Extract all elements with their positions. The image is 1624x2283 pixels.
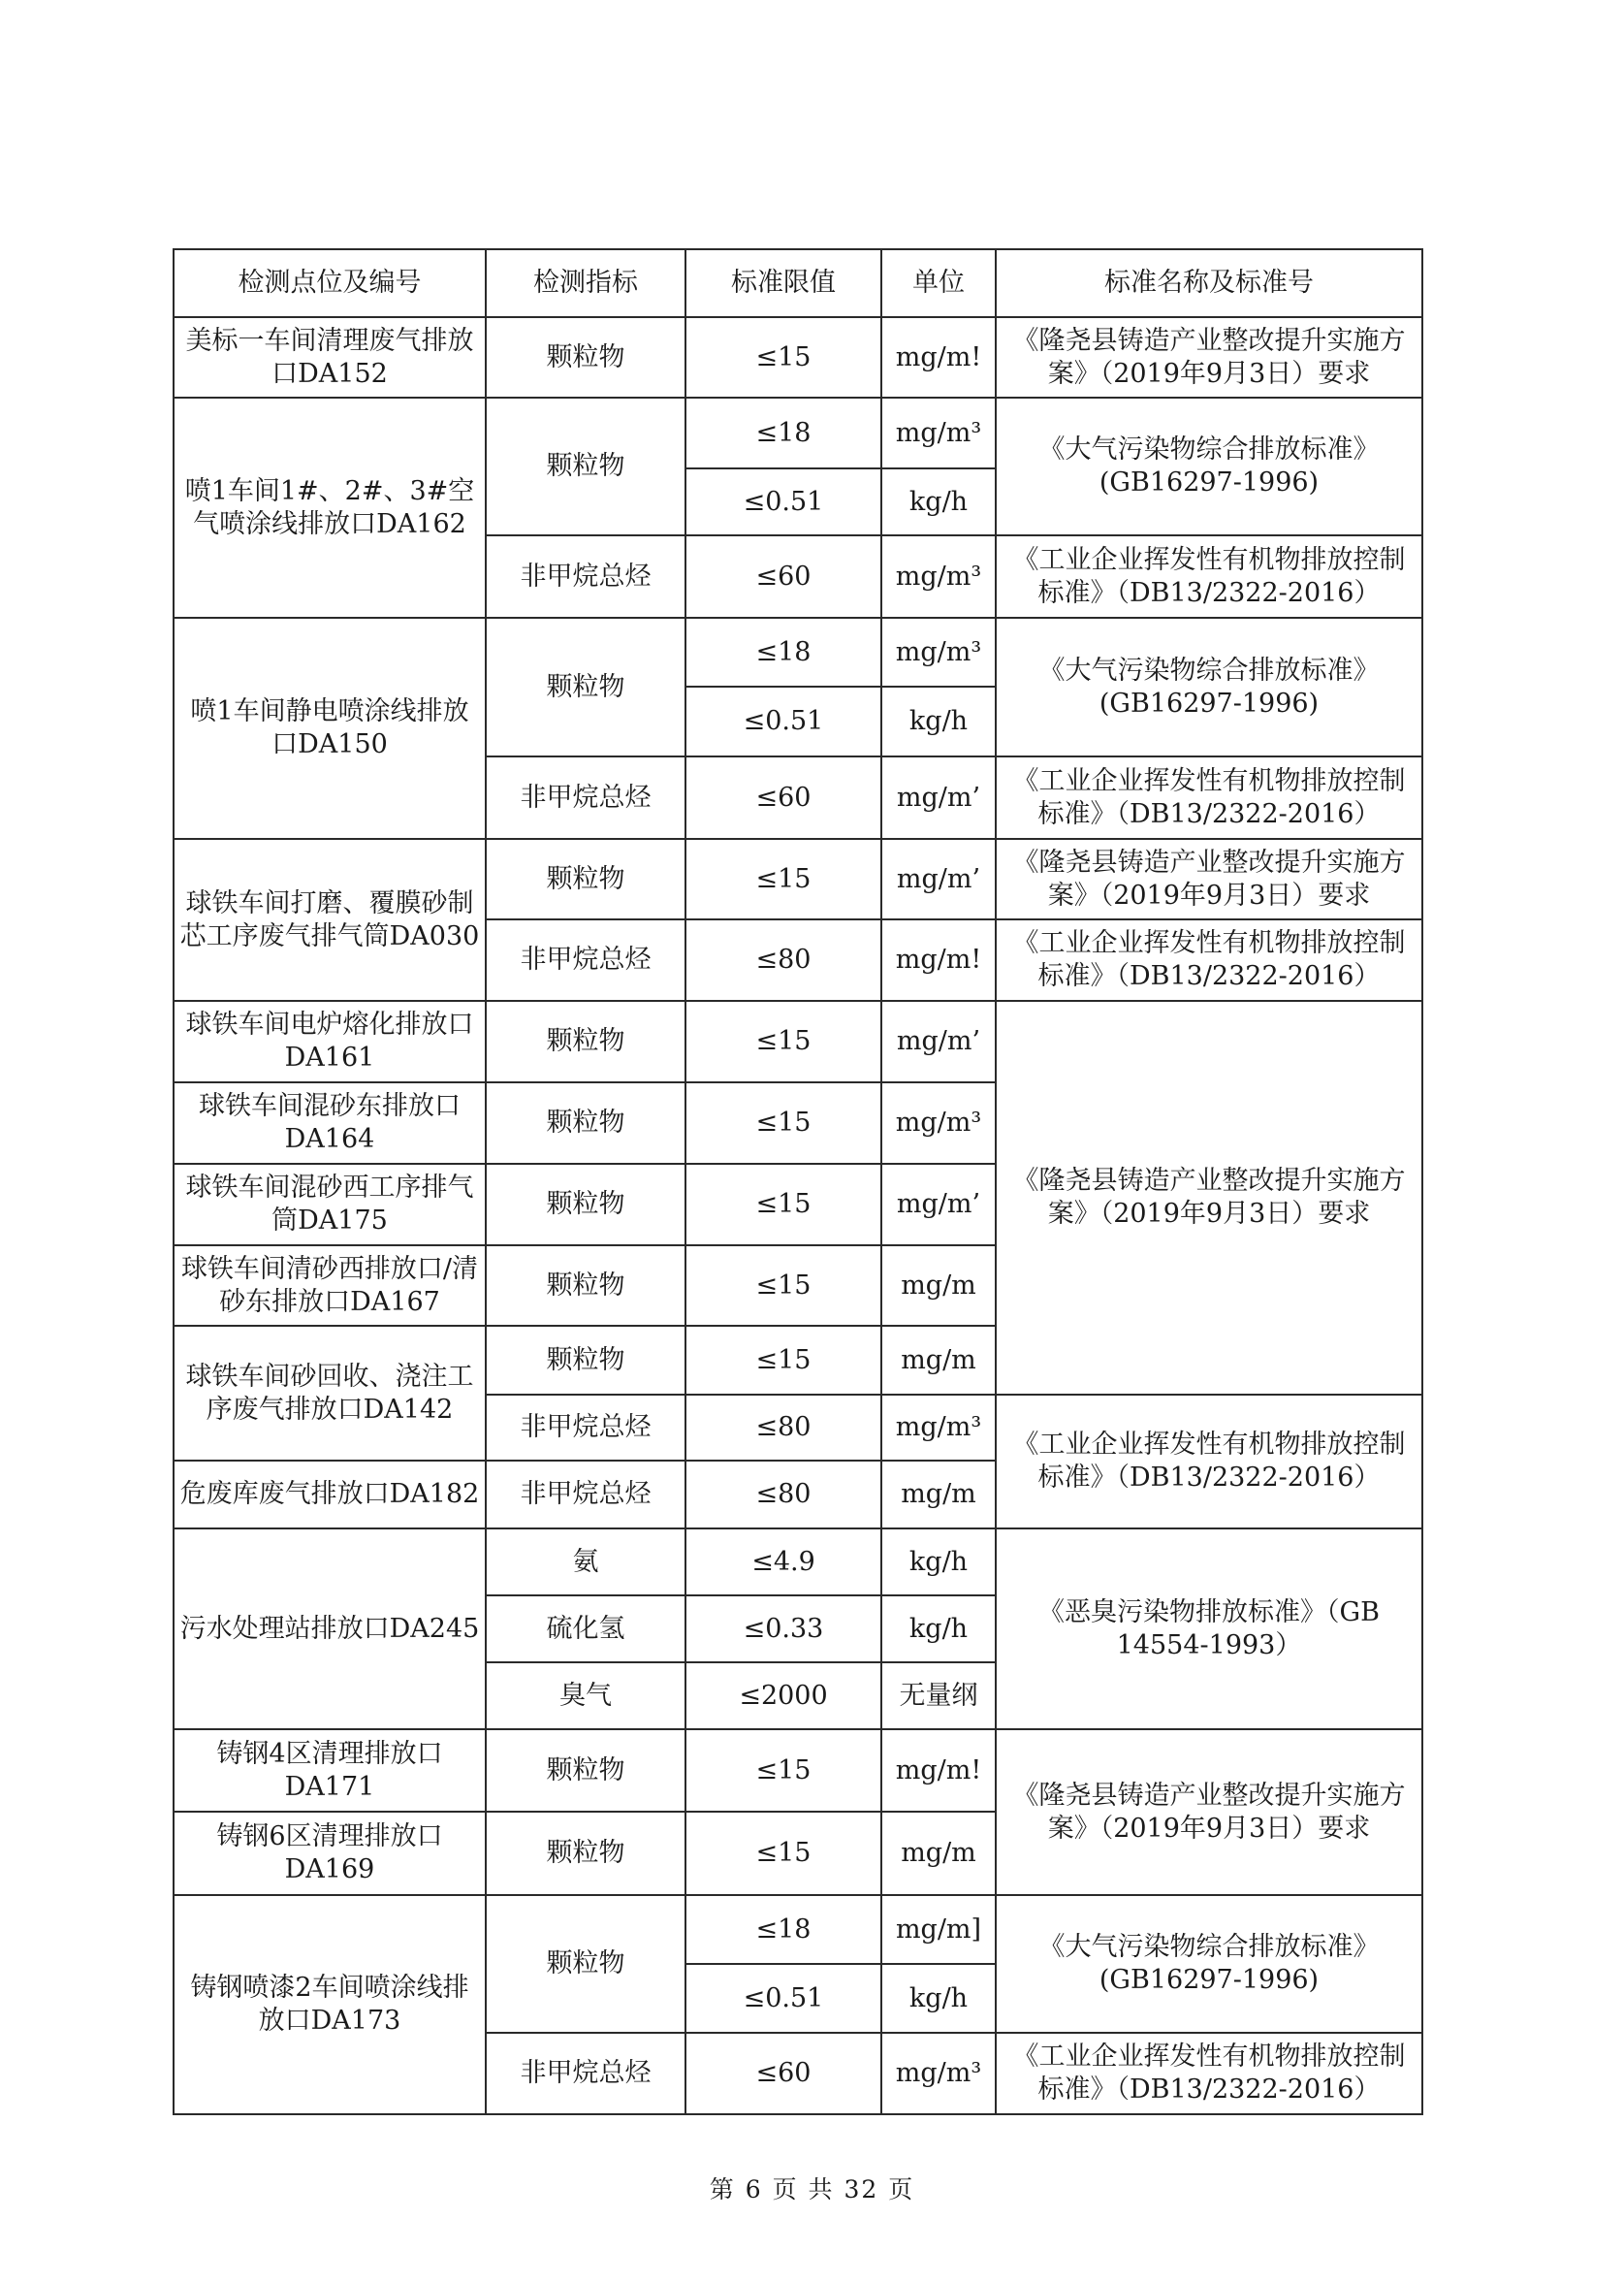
- table-cell: kg/h: [881, 1964, 996, 2033]
- table-cell: kg/h: [881, 468, 996, 535]
- table-cell: kg/h: [881, 1595, 996, 1662]
- table-cell: ≤80: [685, 1461, 881, 1528]
- table-cell: ≤15: [685, 839, 881, 919]
- table-cell: mg/m!: [881, 919, 996, 1001]
- table-cell: mg/m!: [881, 1729, 996, 1812]
- table-cell: mg/m³: [881, 535, 996, 618]
- table-cell: 球铁车间电炉熔化排放口DA161: [174, 1001, 486, 1082]
- table-cell: 《工业企业挥发性有机物排放控制标准》（DB13/2322-2016）: [996, 2033, 1422, 2114]
- table-cell: 球铁车间混砂西工序排气筒DA175: [174, 1164, 486, 1245]
- table-cell: 铸钢6区清理排放口DA169: [174, 1812, 486, 1895]
- table-cell: ≤0.51: [685, 1964, 881, 2033]
- table-cell: 铸钢4区清理排放口DA171: [174, 1729, 486, 1812]
- table-cell: ≤15: [685, 1245, 881, 1326]
- table-cell: 非甲烷总烃: [486, 756, 685, 839]
- table-cell: 颗粒物: [486, 1812, 685, 1895]
- table-cell: 《工业企业挥发性有机物排放控制标准》（DB13/2322-2016）: [996, 756, 1422, 839]
- table-cell: 《工业企业挥发性有机物排放控制标准》（DB13/2322-2016）: [996, 535, 1422, 618]
- table-cell: kg/h: [881, 687, 996, 756]
- table-cell: 危废库废气排放口DA182: [174, 1461, 486, 1528]
- table-cell: ≤80: [685, 919, 881, 1001]
- table-cell: 颗粒物: [486, 618, 685, 756]
- table-cell: 《大气污染物综合排放标准》(GB16297-1996): [996, 618, 1422, 756]
- table-row: [174, 1001, 1422, 1082]
- table-row: [174, 618, 1422, 687]
- table-cell: mg/m: [881, 1461, 996, 1528]
- table-cell: 《大气污染物综合排放标准》(GB16297-1996): [996, 1895, 1422, 2033]
- table-cell: 球铁车间混砂东排放口DA164: [174, 1082, 486, 1164]
- table-cell: 《隆尧县铸造产业整改提升实施方案》（2019年9月3日）要求: [996, 1729, 1422, 1895]
- table-cell: mg/m!: [881, 317, 996, 398]
- table-cell: 氨: [486, 1528, 685, 1595]
- table-cell: mg/m’: [881, 1001, 996, 1082]
- table-cell: 非甲烷总烃: [486, 535, 685, 618]
- table-cell: ≤15: [685, 1729, 881, 1812]
- table-row: [174, 1895, 1422, 1964]
- table-cell: 《隆尧县铸造产业整改提升实施方案》（2019年9月3日）要求: [996, 1001, 1422, 1395]
- table-cell: mg/m’: [881, 839, 996, 919]
- table-cell: 《隆尧县铸造产业整改提升实施方案》（2019年9月3日）要求: [996, 839, 1422, 919]
- table-cell: ≤80: [685, 1395, 881, 1461]
- table-cell: ≤4.9: [685, 1528, 881, 1595]
- table-cell: 颗粒物: [486, 1164, 685, 1245]
- table-cell: 颗粒物: [486, 1001, 685, 1082]
- table-cell: 颗粒物: [486, 1895, 685, 2033]
- table-cell: 《恶臭污染物排放标准》（GB 14554-1993）: [996, 1528, 1422, 1729]
- table-cell: 《大气污染物综合排放标准》(GB16297-1996): [996, 398, 1422, 535]
- table-cell: ≤60: [685, 756, 881, 839]
- column-header-unit: 单位: [881, 249, 996, 317]
- table-cell: ≤15: [685, 1001, 881, 1082]
- table-cell: 非甲烷总烃: [486, 919, 685, 1001]
- column-header-limit: 标准限值: [685, 249, 881, 317]
- table-cell: 球铁车间打磨、覆膜砂制芯工序废气排气筒DA030: [174, 839, 486, 1001]
- table-cell: mg/m³: [881, 1395, 996, 1461]
- table-cell: mg/m³: [881, 1082, 996, 1164]
- table-cell: 《工业企业挥发性有机物排放控制标准》（DB13/2322-2016）: [996, 919, 1422, 1001]
- table-cell: ≤15: [685, 1812, 881, 1895]
- table-cell: 《工业企业挥发性有机物排放控制标准》（DB13/2322-2016）: [996, 1395, 1422, 1528]
- column-header-standard: 标准名称及标准号: [996, 249, 1422, 317]
- table-cell: ≤0.51: [685, 687, 881, 756]
- table-cell: 颗粒物: [486, 398, 685, 535]
- table-cell: 喷1车间1#、2#、3#空气喷涂线排放口DA162: [174, 398, 486, 618]
- table-cell: ≤15: [685, 1326, 881, 1395]
- table-cell: 无量纲: [881, 1662, 996, 1729]
- page-number: 第 6 页 共 32 页: [709, 2175, 915, 2203]
- table-header-row: [174, 249, 1422, 317]
- table-cell: mg/m: [881, 1812, 996, 1895]
- table-cell: mg/m’: [881, 756, 996, 839]
- table-cell: 颗粒物: [486, 1245, 685, 1326]
- table-cell: 颗粒物: [486, 1326, 685, 1395]
- table-cell: 非甲烷总烃: [486, 1395, 685, 1461]
- table-cell: 颗粒物: [486, 317, 685, 398]
- table-cell: 颗粒物: [486, 1729, 685, 1812]
- table-cell: 臭气: [486, 1662, 685, 1729]
- table-cell: ≤18: [685, 398, 881, 468]
- table-cell: ≤60: [685, 535, 881, 618]
- table-cell: mg/m: [881, 1326, 996, 1395]
- table-cell: 颗粒物: [486, 1082, 685, 1164]
- table-row: [174, 1729, 1422, 1812]
- table-row: [174, 839, 1422, 919]
- column-header-indicator: 检测指标: [486, 249, 685, 317]
- table-cell: 美标一车间清理废气排放口DA152: [174, 317, 486, 398]
- standards-table: [173, 248, 1423, 2115]
- table-cell: ≤15: [685, 1164, 881, 1245]
- table-cell: mg/m³: [881, 2033, 996, 2114]
- table-cell: ≤2000: [685, 1662, 881, 1729]
- table-cell: 硫化氢: [486, 1595, 685, 1662]
- table-cell: ≤15: [685, 1082, 881, 1164]
- table-row: [174, 317, 1422, 398]
- table-cell: mg/m’: [881, 1164, 996, 1245]
- table-cell: 喷1车间静电喷涂线排放口DA150: [174, 618, 486, 839]
- table-cell: mg/m]: [881, 1895, 996, 1964]
- table-cell: 非甲烷总烃: [486, 1461, 685, 1528]
- table-cell: 《隆尧县铸造产业整改提升实施方案》（2019年9月3日）要求: [996, 317, 1422, 398]
- table-cell: 非甲烷总烃: [486, 2033, 685, 2114]
- table-cell: ≤0.51: [685, 468, 881, 535]
- table-cell: mg/m³: [881, 398, 996, 468]
- table-row: [174, 398, 1422, 468]
- table-cell: 铸钢喷漆2车间喷涂线排放口DA173: [174, 1895, 486, 2114]
- table-cell: ≤60: [685, 2033, 881, 2114]
- table-cell: kg/h: [881, 1528, 996, 1595]
- column-header-location: 检测点位及编号: [174, 249, 486, 317]
- table-cell: 污水处理站排放口DA245: [174, 1528, 486, 1729]
- table-cell: ≤18: [685, 618, 881, 687]
- table-row: [174, 1528, 1422, 1595]
- table-cell: mg/m³: [881, 618, 996, 687]
- table-cell: mg/m: [881, 1245, 996, 1326]
- table-cell: 球铁车间清砂西排放口/清砂东排放口DA167: [174, 1245, 486, 1326]
- table-cell: ≤0.33: [685, 1595, 881, 1662]
- table-cell: ≤18: [685, 1895, 881, 1964]
- table-cell: ≤15: [685, 317, 881, 398]
- table-cell: 球铁车间砂回收、浇注工序废气排放口DA142: [174, 1326, 486, 1461]
- table-body: [174, 317, 1422, 2114]
- table-cell: 颗粒物: [486, 839, 685, 919]
